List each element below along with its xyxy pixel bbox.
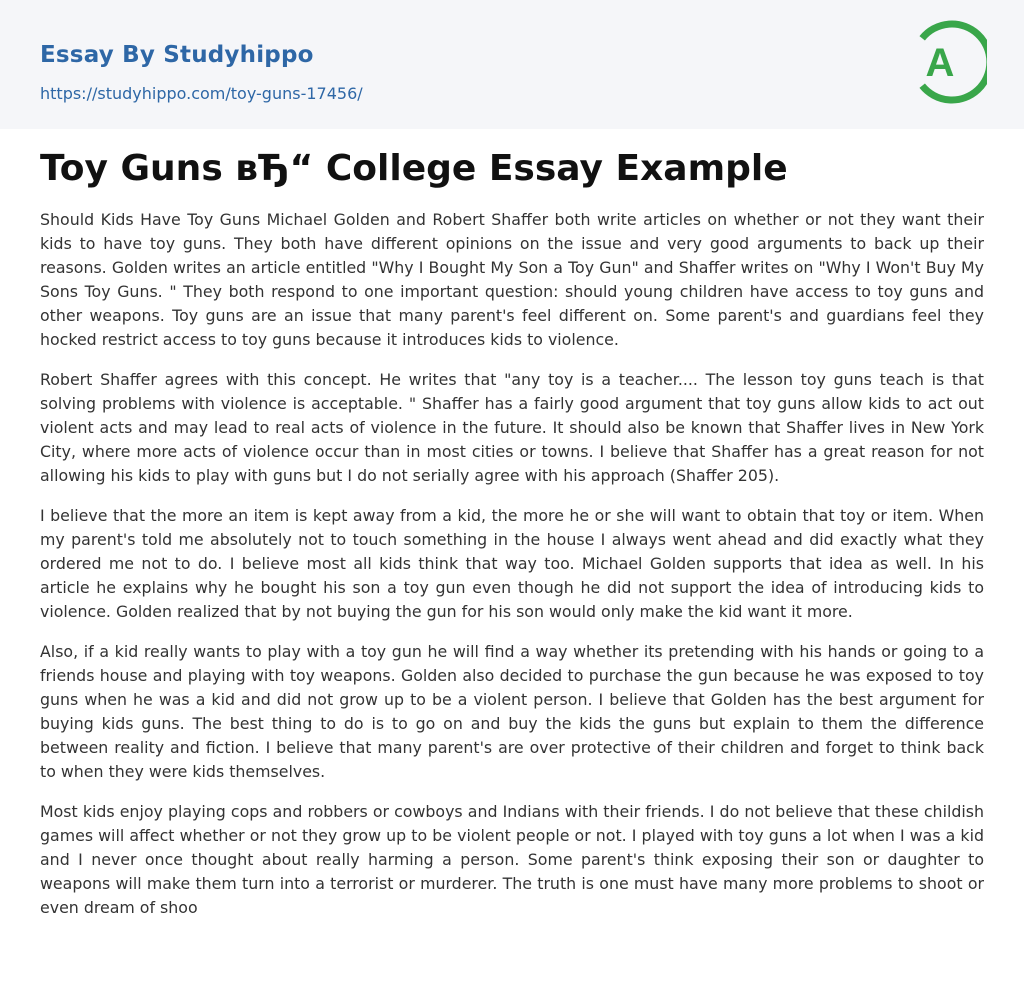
essay-paragraph-3: I believe that the more an item is kept away from a kid, the more he or she will want to obtain that toy or item. When my parent's told me absolutely not to touch something in the house I always went ahead and did exactly what they ordered me not to do. I believe most all kids think that way too. Michael Golden supports that idea as well. In his article he explains why he bought his son a toy gun even though he did not support the idea of introducing kids to violence. Golden realized that by not buying the gun for his son would only make the kid want it more. bbox=[40, 506, 984, 621]
site-header bbox=[0, 0, 1024, 129]
essay-paragraph-4: Also, if a kid really wants to play with a toy gun he will find a way whether its pretending with his hands or going to a friends house and playing with toy weapons. Golden also decided to purchase the gun because he was exposed to toy guns when he was a kid and did not grow up to be a violent person. I believe that Golden has the best argument for buying kids guns. The best thing to do is to go on and buy the kids the guns but explain to them the difference between reality and fiction. I believe that many parent's are over protective of their children and forget to think back to when they were kids themselves. bbox=[40, 642, 984, 781]
essay-content bbox=[0, 129, 1024, 920]
essay-paragraph-1: Should Kids Have Toy Guns Michael Golden and Robert Shaffer both write articles on whether or not they want their kids to have toy guns. They both have different opinions on the issue and very good arguments to back up their reasons. Golden writes an article entitled "Why I Bought My Son a Toy Gun" and Shaffer writes on "Why I Won't Buy My Sons Toy Guns. " They both respond to one important question: should young children have access to toy guns and other weapons. Toy guns are an issue that many parent's feel different on. Some parent's and guardians feel they hocked restrict access to toy guns because it introduces kids to violence. bbox=[40, 210, 984, 349]
essay-paragraph-5: Most kids enjoy playing cops and robbers or cowboys and Indians with their friends. I do not believe that these childish games will affect whether or not they grow up to be violent people or not. I played with toy guns a lot when I was a kid and I never once thought about really harming a person. Some parent's think exposing their son or daughter to weapons will make them turn into a terrorist or murderer. The truth is one must have many more problems to shoot or even dream of shoo bbox=[40, 802, 984, 917]
brand-title[interactable]: Essay By Studyhippo bbox=[40, 42, 314, 68]
studyhippo-logo-icon[interactable] bbox=[911, 19, 987, 105]
essay-paragraph-2: Robert Shaffer agrees with this concept. He writes that "any toy is a teacher.... The lesson toy guns teach is that solving problems with violence is acceptable. " Shaffer has a fairly good argument that toy guns allow kids to act out violent acts and may lead to real acts of violence in the future. It should also be known that Shaffer lives in New York City, where more acts of violence occur than in most cities or towns. I believe that Shaffer has a great reason for not allowing his kids to play with guns but I do not serially agree with his approach (Shaffer 205). bbox=[40, 370, 984, 485]
source-url-link[interactable]: https://studyhippo.com/toy-guns-17456/ bbox=[40, 84, 363, 103]
logo-letter: A bbox=[925, 41, 955, 85]
page-title: Toy Guns вЂ“ College Essay Example bbox=[40, 148, 788, 189]
